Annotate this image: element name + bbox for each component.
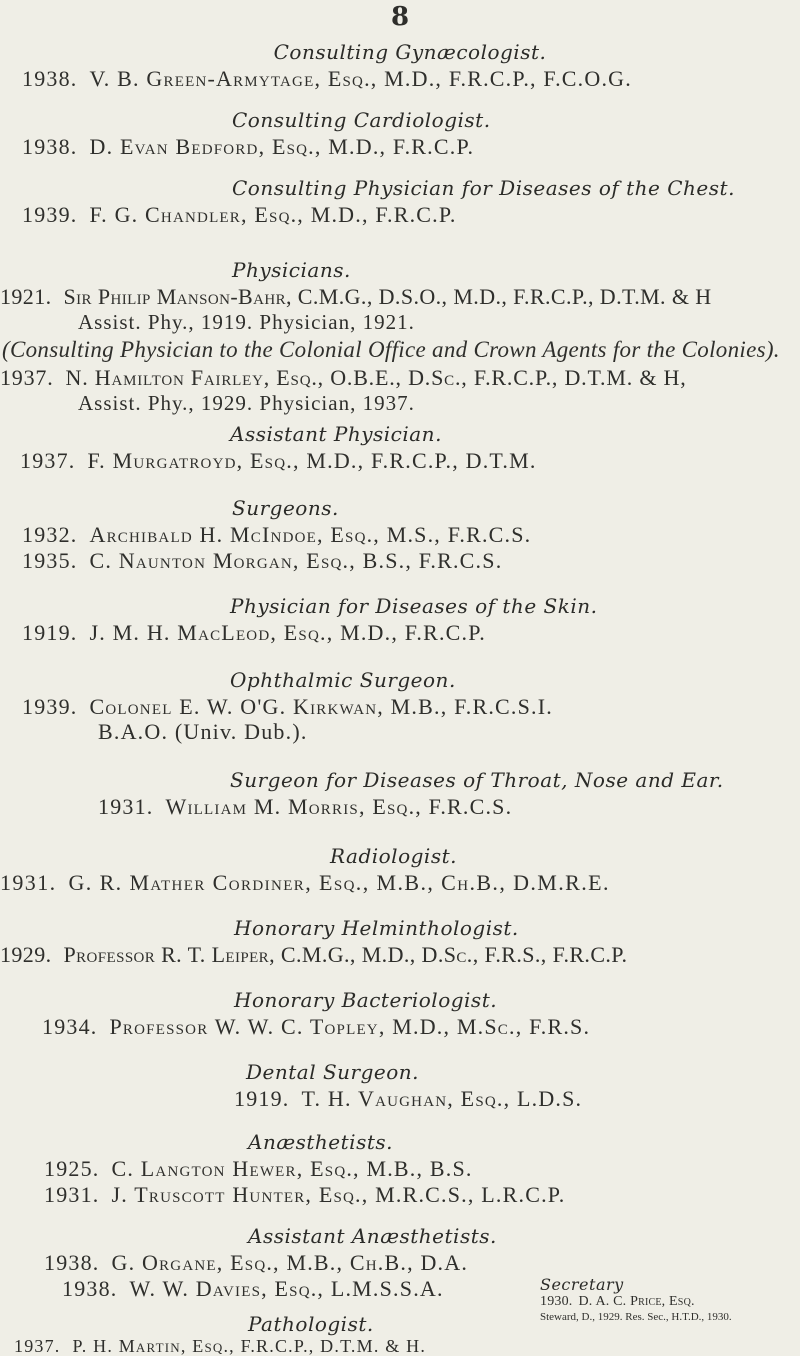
entry-name: N. Hamilton Fairley, Esq., O.B.E., D.Sc., F.R.C.P., D.T.M. & H, [65, 365, 687, 390]
section-secretary [540, 1276, 790, 1324]
staff-entry [98, 794, 800, 820]
staff-entry [44, 1156, 800, 1182]
entry-year: 1938. [62, 1276, 118, 1301]
staff-entry [0, 365, 800, 391]
entry-year: 1937. [14, 1336, 61, 1356]
entry-name: Archibald H. McIndoe, Esq., M.S., F.R.C.S. [89, 522, 532, 547]
entry-name: Professor R. T. Leiper, C.M.G., M.D., D.Sc., F.R.S., F.R.C.P. [63, 942, 628, 967]
staff-entry [0, 942, 800, 968]
staff-entry [44, 1182, 800, 1208]
entry-year: 1931. [44, 1182, 100, 1207]
section-skin [0, 594, 800, 646]
section-heading: Consulting Physician for Diseases of the Chest. [232, 176, 735, 200]
entry-year: 1937. [0, 365, 54, 390]
entry-name: D. Evan Bedford, Esq., M.D., F.R.C.P. [89, 134, 475, 159]
section-heading: Consulting Gynæcologist. [273, 40, 547, 64]
entry-year: 1930. [540, 1294, 573, 1309]
entry-year: 1921. [0, 284, 52, 309]
staff-entry [22, 620, 800, 646]
entry-year: 1938. [22, 134, 78, 159]
section-bacteriologist [0, 988, 800, 1040]
entry-year: 1934. [42, 1014, 98, 1039]
entry-year: 1925. [44, 1156, 100, 1181]
staff-entry [22, 522, 800, 548]
entry-year: 1932. [22, 522, 78, 547]
staff-entry [540, 1294, 790, 1310]
entry-name: J. Truscott Hunter, Esq., M.R.C.S., L.R.C.P. [111, 1182, 566, 1207]
entry-name: W. W. Davies, Esq., L.M.S.S.A. [129, 1276, 444, 1301]
staff-entry [0, 870, 800, 896]
section-heading: Surgeon for Diseases of Throat, Nose and Ear. [230, 768, 724, 792]
section-heading: Assistant Anæsthetists. [248, 1224, 497, 1248]
staff-entry [22, 694, 800, 720]
staff-entry [22, 548, 800, 574]
section-heading: Honorary Helminthologist. [234, 916, 519, 940]
section-heading: Dental Surgeon. [246, 1060, 420, 1084]
entry-name: F. G. Chandler, Esq., M.D., F.R.C.P. [89, 202, 457, 227]
entry-appointment-history: Assist. Phy., 1919. Physician, 1921. [78, 310, 415, 334]
page-number: 8 [390, 2, 410, 32]
section-surgeons [0, 496, 800, 574]
section-gynaecologist [0, 40, 800, 92]
entry-name: J. M. H. MacLeod, Esq., M.D., F.R.C.P. [89, 620, 486, 645]
entry-qualifications-continued: B.A.O. (Univ. Dub.). [98, 719, 308, 744]
entry-name: G. R. Mather Cordiner, Esq., M.B., Ch.B., D.M.R.E. [68, 870, 610, 895]
staff-entry [42, 1014, 800, 1040]
entry-name: F. Murgatroyd, Esq., M.D., F.R.C.P., D.T.M. [87, 448, 537, 473]
section-anaesthetists [0, 1130, 800, 1208]
entry-name: T. H. Vaughan, Esq., L.D.S. [301, 1086, 583, 1111]
entry-year: 1939. [22, 202, 78, 227]
section-ophthalmic [0, 668, 800, 744]
entry-appointment-history: Steward, D., 1929. Res. Sec., H.T.D., 1930. [540, 1311, 732, 1323]
staff-entry [0, 284, 800, 310]
section-note: (Consulting Physician to the Colonial Office and Crown Agents for the Colonies). [2, 337, 780, 362]
staff-entry [14, 1336, 800, 1356]
staff-entry [22, 134, 800, 160]
staff-entry [44, 1250, 800, 1276]
section-pathologist-entry [0, 1336, 800, 1356]
entry-name: G. Organe, Esq., M.B., Ch.B., D.A. [111, 1250, 469, 1275]
entry-year: 1938. [22, 66, 78, 91]
section-physicians [0, 258, 800, 415]
section-helminthologist [0, 916, 800, 968]
entry-name: D. A. C. Price, Esq. [578, 1294, 695, 1309]
section-cardiologist [0, 108, 800, 160]
section-heading: Anæsthetists. [248, 1130, 393, 1154]
entry-name: C. Langton Hewer, Esq., M.B., B.S. [111, 1156, 473, 1181]
section-ent [0, 768, 800, 820]
entry-name: C. Naunton Morgan, Esq., B.S., F.R.C.S. [89, 548, 503, 573]
entry-year: 1935. [22, 548, 78, 573]
entry-name: V. B. Green-Armytage, Esq., M.D., F.R.C.P., F.C.O.G. [89, 66, 632, 91]
entry-name: Sir Philip Manson-Bahr, C.M.G., D.S.O., M.D., F.R.C.P., D.T.M. & H [63, 284, 712, 309]
entry-name: William M. Morris, Esq., F.R.C.S. [165, 794, 513, 819]
entry-year: 1937. [20, 448, 76, 473]
section-heading: Physicians. [232, 258, 351, 282]
entry-year: 1919. [234, 1086, 290, 1111]
section-radiologist [0, 844, 800, 896]
entry-year: 1931. [0, 870, 57, 895]
entry-year: 1919. [22, 620, 78, 645]
staff-entry [234, 1086, 800, 1112]
staff-entry [22, 202, 800, 228]
staff-entry [22, 66, 800, 92]
section-chest [0, 176, 800, 228]
entry-year: 1931. [98, 794, 154, 819]
section-heading: Secretary [540, 1275, 624, 1294]
section-heading: Surgeons. [232, 496, 339, 520]
entry-name: P. H. Martin, Esq., F.R.C.P., D.T.M. & H. [72, 1336, 427, 1356]
entry-name: Colonel E. W. O'G. Kirkwan, M.B., F.R.C.S.I. [89, 694, 553, 719]
entry-year: 1939. [22, 694, 78, 719]
section-dental [0, 1060, 800, 1112]
section-assistant-physician [0, 422, 800, 474]
section-heading: Physician for Diseases of the Skin. [230, 594, 598, 618]
staff-entry [20, 448, 800, 474]
entry-year: 1938. [44, 1250, 100, 1275]
entry-name: Professor W. W. C. Topley, M.D., M.Sc., F.R.S. [109, 1014, 591, 1039]
section-heading: Assistant Physician. [230, 422, 442, 446]
section-heading: Consulting Cardiologist. [232, 108, 491, 132]
entry-year: 1929. [0, 942, 52, 967]
section-heading: Ophthalmic Surgeon. [230, 668, 456, 692]
entry-appointment-history: Assist. Phy., 1929. Physician, 1937. [78, 391, 415, 415]
section-heading: Pathologist. [248, 1312, 374, 1336]
section-heading: Honorary Bacteriologist. [234, 988, 498, 1012]
section-heading: Radiologist. [330, 844, 457, 868]
